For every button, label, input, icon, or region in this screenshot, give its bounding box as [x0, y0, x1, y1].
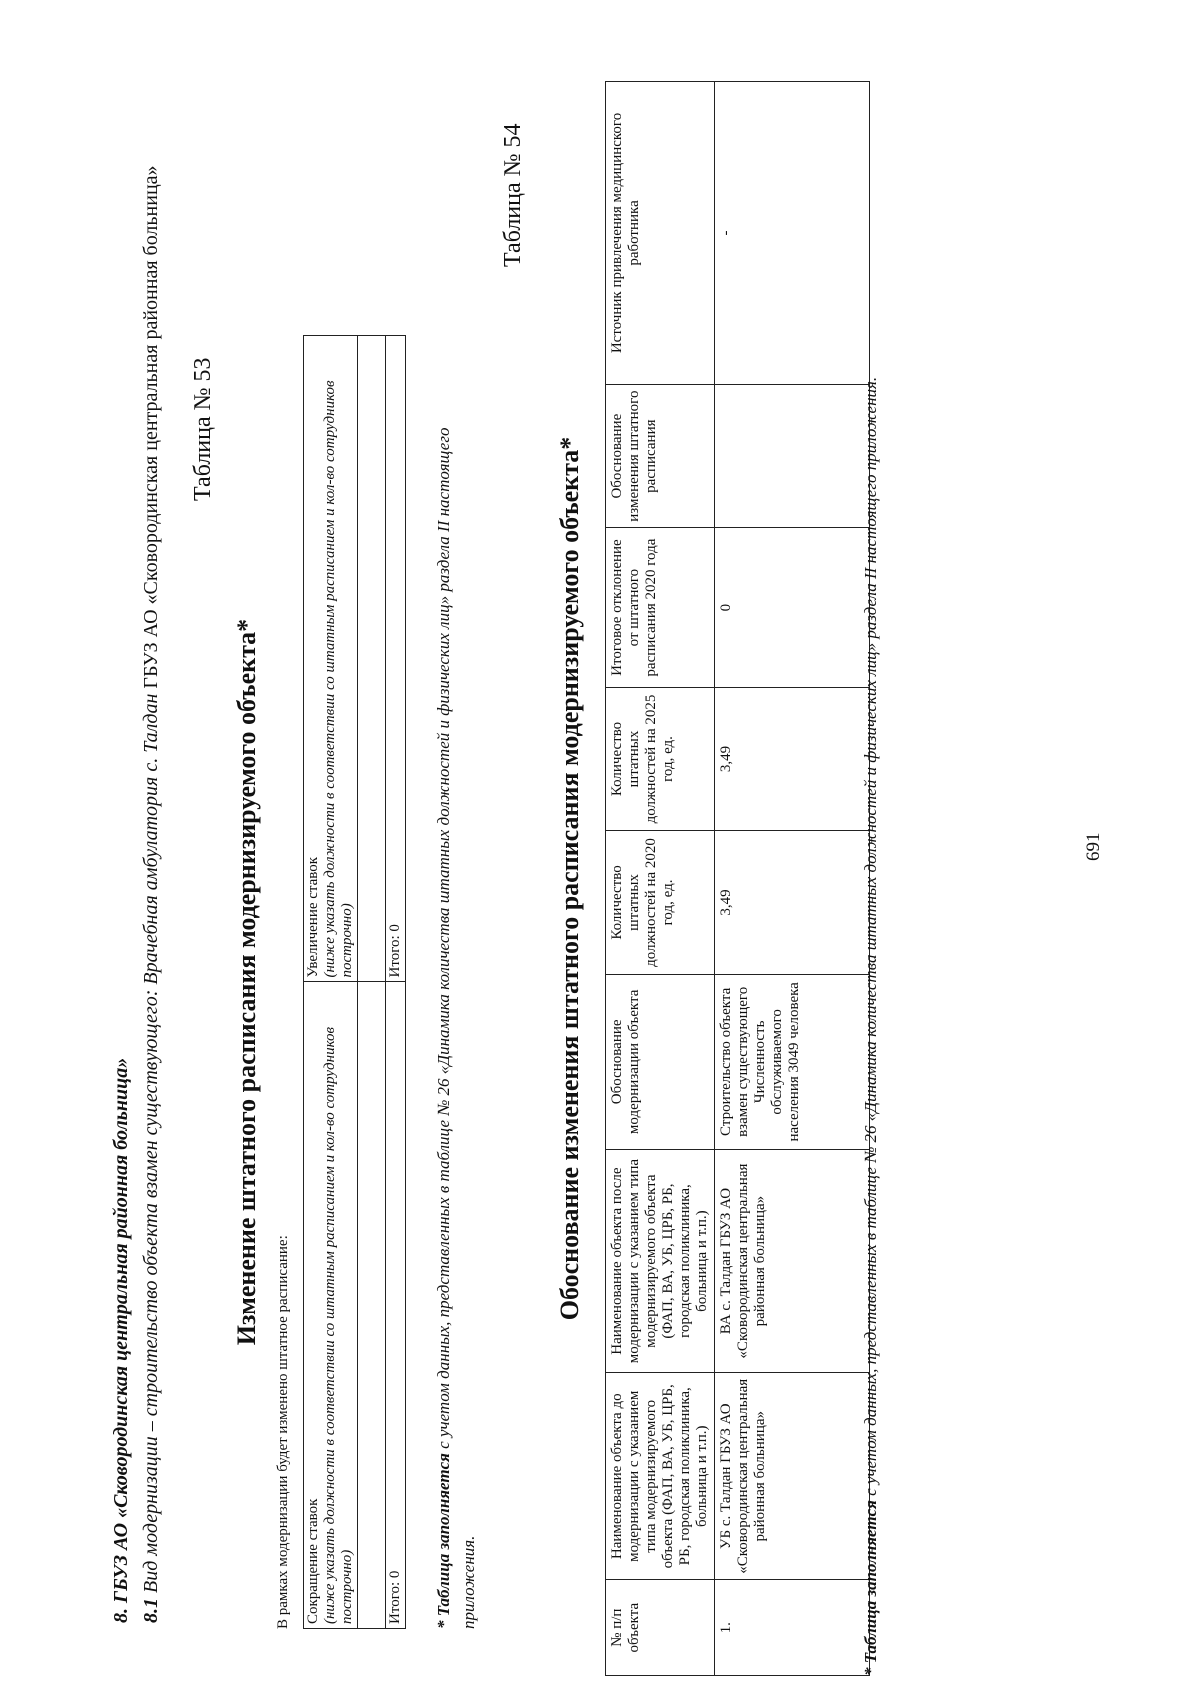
- table53-footnote-text: с учетом данных, представленных в таблице № 26 «Динамика количества штатных должностей и физических лиц» раздела II настоящего приложения.: [434, 427, 478, 1629]
- page-number: 691: [1083, 832, 1104, 861]
- table53-left-header-cell: [304, 982, 358, 1629]
- table54-cell: [715, 384, 870, 527]
- table54-header: Наименование объекта после модернизации с указанием типа модернизируемого объекта (ФАП, ВА, УБ, ЦРБ, РБ, городская поликлиника, больница и т.п.): [606, 1150, 715, 1373]
- table54-header: Наименование объекта до модернизации с указанием типа модернизируемого объекта (ФАП, ВА, УБ, ЦРБ, РБ, городская поликлиника, больница и т.п.): [606, 1373, 715, 1580]
- table53-label: Таблица № 53: [190, 357, 216, 501]
- table53-title: Изменение штатного расписания модернизируемого объекта*: [232, 618, 261, 1346]
- table54: [605, 81, 870, 1676]
- table54-header: Обоснование модернизации объекта: [606, 974, 715, 1149]
- table54-cell: 0: [715, 528, 870, 687]
- table54-cell: ВА с. Талдан ГБУЗ АО «Сковородинская центральная районная больница»: [715, 1150, 870, 1373]
- table54-footnote: [858, 81, 883, 1676]
- table-row: [386, 336, 406, 1629]
- table-row: [304, 336, 358, 1629]
- table-row: [358, 336, 386, 1629]
- table53-left-header: Сокращение ставок: [305, 1498, 321, 1624]
- table54-label: Таблица № 54: [500, 123, 526, 267]
- table53-intro: В рамках модернизации будет изменено штатное расписание:: [275, 1235, 291, 1629]
- table53-right-header-cell: [304, 336, 358, 983]
- table53-left-total: Итого: 0: [386, 982, 406, 1629]
- table54-title: Обоснование изменения штатного расписания модернизируемого объекта*: [555, 436, 584, 1321]
- table53-right-header: Увеличение ставок: [305, 856, 321, 978]
- table54-footnote-bold: * Таблица заполняется: [861, 1500, 880, 1676]
- table53: [303, 335, 406, 1629]
- table53-footnote: [431, 335, 481, 1629]
- table53-right-total: Итого: 0: [386, 336, 406, 983]
- section-heading: 8. ГБУЗ АО «Сковородинская центральная районная больница»: [110, 1057, 132, 1623]
- table54-header: Обоснование изменения штатного расписания: [606, 384, 715, 527]
- subheading-italic: Вид модернизации – строительство объекта взамен существующего: Врачебная амбулатория с. Талдан: [140, 693, 162, 1598]
- table54-header: Количество штатных должностей на 2020 год, ед.: [606, 831, 715, 974]
- table54-cell: -: [715, 82, 870, 385]
- subheading-number: 8.1: [140, 1598, 162, 1623]
- table54-cell: 1.: [715, 1580, 870, 1676]
- table53-footnote-bold: * Таблица заполняется: [434, 1453, 453, 1629]
- table54-header-row: [606, 82, 715, 1676]
- table54-footnote-text: с учетом данных, представленных в таблице № 26 «Динамика количества штатных должностей и физических лиц» раздела II настоящего приложения.: [861, 376, 880, 1501]
- table54-cell: УБ с. Талдан ГБУЗ АО «Сковородинская центральная районная больница»: [715, 1373, 870, 1580]
- table54-cell: 3,49: [715, 687, 870, 830]
- table54-header: Итоговое отклонение от штатного расписания 2020 года: [606, 528, 715, 687]
- table54-header: № п/п объекта: [606, 1580, 715, 1676]
- table54-cell: Строительство объекта взамен существующего Численность обслуживаемого населения 3049 человека: [715, 974, 870, 1149]
- table53-right-note: (ниже указать должности в соответствии со штатным расписанием и кол-во сотрудников построчно): [322, 380, 355, 978]
- table54-cell: 3,49: [715, 831, 870, 974]
- table-row: [715, 82, 870, 1676]
- table54-header: Количество штатных должностей на 2025 год, ед.: [606, 687, 715, 830]
- table54-header: Источник привлечения медицинского работника: [606, 82, 715, 385]
- table53-empty-cell: [358, 982, 386, 1629]
- subheading-plain: ГБУЗ АО «Сковородинская центральная районная больница»: [140, 165, 162, 694]
- section-subheading: [138, 93, 165, 1623]
- table53-left-note: (ниже указать должности в соответствии со штатным расписанием и кол-во сотрудников построчно): [322, 1026, 355, 1624]
- table53-empty-cell: [358, 336, 386, 983]
